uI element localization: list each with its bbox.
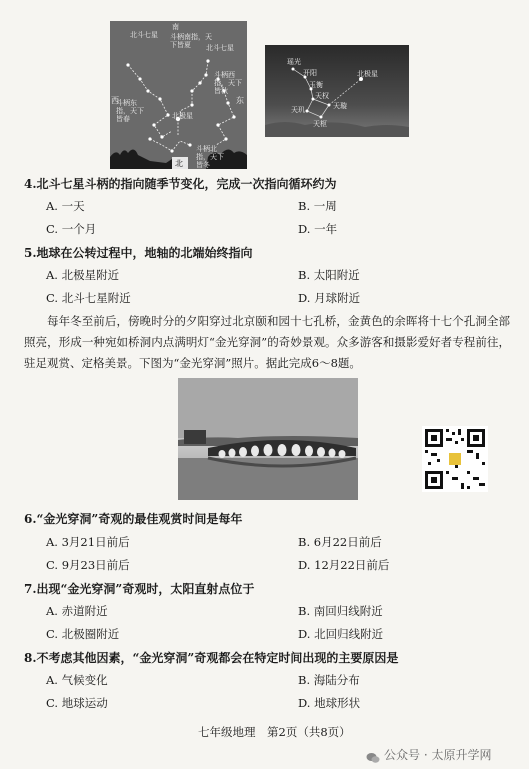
- option-6d: D. 12月22日前后: [298, 558, 390, 572]
- polaris-label: 北极星: [172, 112, 193, 120]
- star-kaiyang-label: 开阳: [303, 69, 317, 77]
- option-5c: C. 北斗七星附近: [46, 291, 131, 305]
- question-number: 7.: [24, 582, 37, 596]
- direction-west-label: 西: [111, 96, 119, 105]
- question-4: [24, 175, 337, 192]
- question-5: [24, 244, 253, 261]
- option-8b: B. 海陆分布: [298, 673, 360, 687]
- direction-north-label: 北: [175, 159, 183, 168]
- question-7: [24, 580, 254, 597]
- big-dipper-label: 北斗七星: [130, 31, 158, 39]
- question-number: 8.: [24, 651, 37, 665]
- star-yuheng-label: 玉衡: [309, 81, 323, 89]
- star-yaoguang-label: 瑶光: [287, 58, 301, 66]
- option-4c: C. 一个月: [46, 222, 97, 236]
- watermark-text: 公众号 · 太原升学网: [384, 748, 492, 762]
- spring-hint-label: 斗柄东指，天下皆春: [116, 99, 144, 123]
- bridge-illustration: [178, 378, 358, 500]
- question-text: 地球在公转过程中，地轴的北端始终指向: [36, 246, 253, 260]
- question-text: “金光穿洞”奇观的最佳观赏时间是每年: [36, 512, 243, 526]
- option-8c: C. 地球运动: [46, 696, 108, 710]
- big-dipper-label: 北斗七星: [206, 44, 234, 52]
- question-text: 北斗七星斗柄的指向随季节变化，完成一次指向循环约为: [36, 177, 337, 191]
- option-4d: D. 一年: [298, 222, 338, 236]
- star-tianshu-label: 天枢: [313, 120, 327, 128]
- direction-east-label: 东: [236, 96, 244, 105]
- option-5d: D. 月球附近: [298, 291, 361, 305]
- winter-hint-label: 斗柄北指，天下皆冬: [196, 145, 224, 169]
- option-5a: A. 北极星附近: [46, 268, 120, 282]
- star-tianquan-label: 天权: [315, 92, 329, 100]
- option-4b: B. 一周: [298, 199, 337, 213]
- option-8a: A. 气候变化: [46, 673, 108, 687]
- page-footer: 七年级地理 第2页（共8页）: [198, 725, 351, 739]
- qr-code-image[interactable]: [422, 426, 488, 492]
- option-7b: B. 南回归线附近: [298, 604, 383, 618]
- option-7a: A. 赤道附近: [46, 604, 108, 618]
- polaris-label: 北极星: [357, 70, 378, 78]
- question-8: [24, 649, 398, 666]
- option-5b: B. 太阳附近: [298, 268, 360, 282]
- summer-hint-label: 斗柄南指，天下皆夏: [170, 33, 212, 49]
- question-number: 5.: [24, 246, 37, 260]
- question-number: 6.: [24, 512, 37, 526]
- option-7c: C. 北极圈附近: [46, 627, 120, 641]
- option-8d: D. 地球形状: [298, 696, 361, 710]
- question-text: 出现“金光穿洞”奇观时，太阳直射点位于: [36, 582, 255, 596]
- big-dipper-stars-figure: [265, 45, 409, 137]
- direction-south-label: 南: [172, 23, 179, 31]
- big-dipper-season-figure: [110, 21, 247, 169]
- question-6: [24, 510, 242, 527]
- qr-code-icon: [422, 426, 488, 492]
- option-6b: B. 6月22日前后: [298, 535, 382, 549]
- option-6a: A. 3月21日前后: [46, 535, 130, 549]
- watermark: [366, 746, 491, 763]
- question-text: 不考虑其他因素，“金光穿洞”奇观都会在特定时间出现的主要原因是: [36, 651, 399, 665]
- autumn-hint-label: 斗柄西指，天下皆秋: [214, 71, 242, 95]
- option-4a: A. 一天: [46, 199, 85, 213]
- wechat-icon: [366, 749, 380, 761]
- golden-light-bridge-photo: [178, 378, 358, 500]
- star-tianji-label: 天玑: [291, 106, 305, 114]
- star-tianxuan-label: 天璇: [333, 102, 347, 110]
- passage: 每年冬至前后，傍晚时分的夕阳穿过北京颐和园十七孔桥，金黄色的余晖将十七个孔洞全部照亮，形成一种宛如桥洞内点满明灯“金光穿洞”的奇妙景观。众多游客和摄影爱好者专程前往，驻足观赏、定格美景。下图为“金光穿洞”照片。据此完成6～8题。: [24, 314, 510, 370]
- question-number: 4.: [24, 177, 37, 191]
- option-7d: D. 北回归线附近: [298, 627, 384, 641]
- option-6c: C. 9月23日前后: [46, 558, 130, 572]
